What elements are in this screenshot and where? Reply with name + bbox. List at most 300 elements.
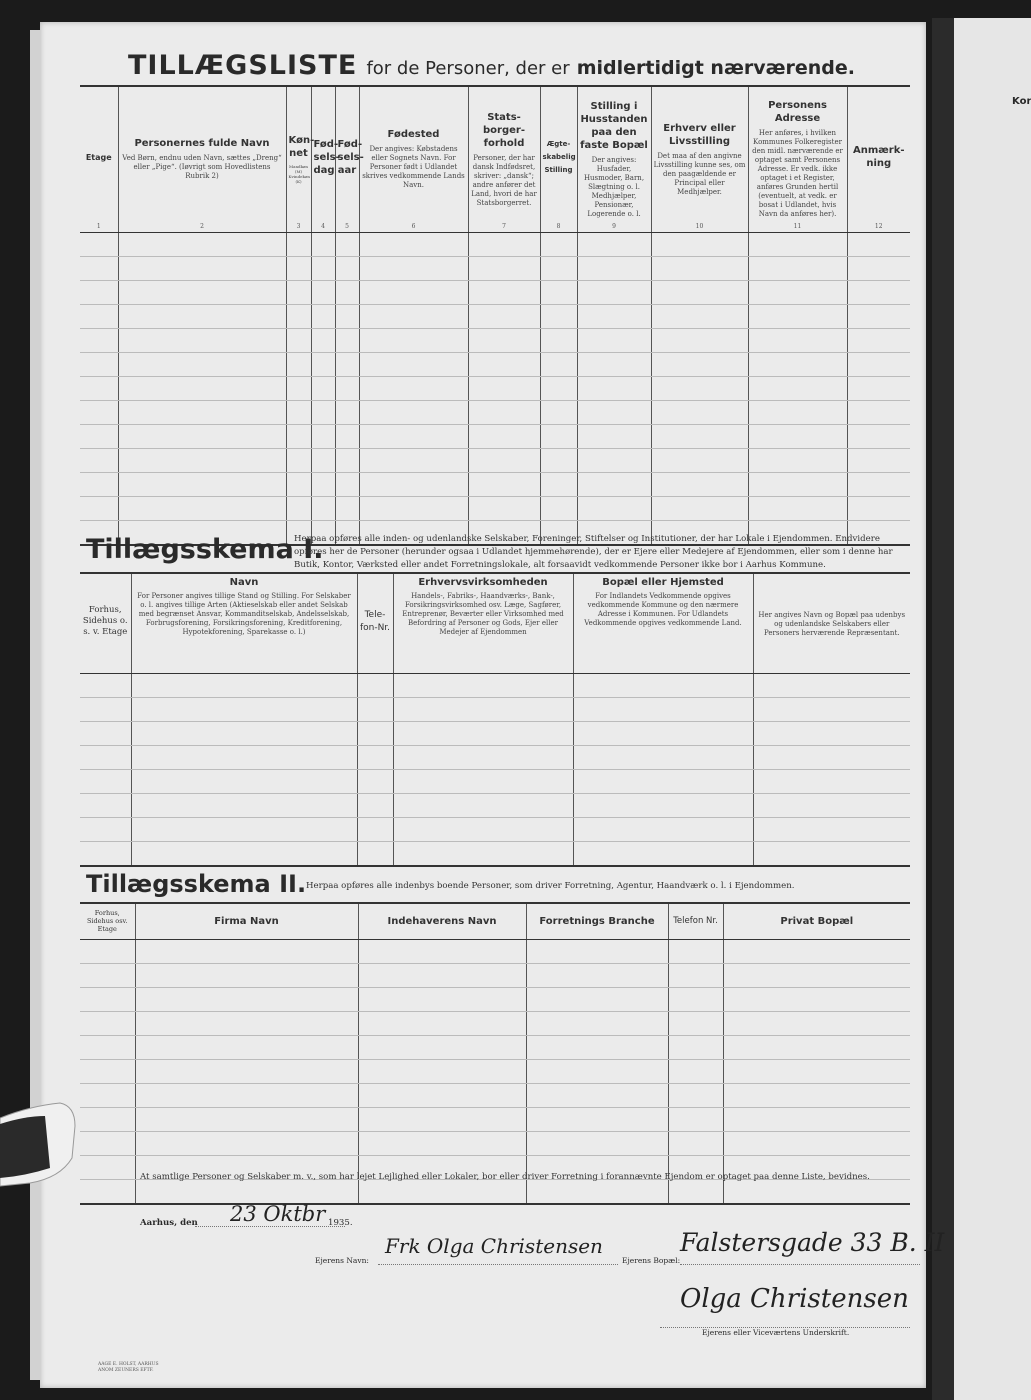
skema2-cell[interactable] [135,963,358,987]
skema2-cell[interactable] [358,939,526,963]
skema1-cell[interactable] [753,721,910,745]
skema1-cell[interactable] [80,721,131,745]
skema1-cell[interactable] [753,745,910,769]
table1-cell[interactable] [847,472,910,496]
skema1-cell[interactable] [753,697,910,721]
skema2-cell[interactable] [723,1179,910,1204]
table1-cell[interactable] [540,424,577,448]
table1-cell[interactable] [118,280,286,304]
skema1-header-title: Erhvervsvirksomheden [418,577,548,588]
skema1-cell[interactable] [753,673,910,697]
table1-cell[interactable] [540,400,577,424]
table1-header-sub: Det maa af den angivne Livsstilling kunne ses, om den paagældende er Principal eller Medhjælper. [653,151,746,196]
table1-cell[interactable] [311,328,335,352]
table1-cell[interactable] [335,496,359,520]
skema2-cell[interactable] [135,1035,358,1059]
skema2-cell[interactable] [358,1179,526,1204]
skema1-cell[interactable] [573,841,753,866]
skema2-cell[interactable] [668,1107,723,1131]
table1-header-title: Fød-sels-aar [337,138,364,176]
skema1-cell[interactable] [357,721,393,745]
table1-cell[interactable] [577,376,651,400]
table1-cell[interactable] [286,496,311,520]
table1-cell[interactable] [468,448,540,472]
main-table [80,85,910,546]
skema1-cell[interactable] [131,793,357,817]
table1-cell[interactable] [577,328,651,352]
table1-header-title: Stilling i Husstanden paa den faste Bopæl [580,100,648,151]
skema2-cell[interactable] [668,1083,723,1107]
table1-cell[interactable] [80,400,118,424]
skema1-cell[interactable] [357,697,393,721]
skema2-header-col-3 [358,903,526,939]
table1-cell[interactable] [468,496,540,520]
table1-cell[interactable] [468,256,540,280]
skema1-cell[interactable] [131,673,357,697]
skema1-cell[interactable] [393,769,573,793]
table1-cell[interactable] [80,280,118,304]
table1-row [80,280,910,304]
table1-row [80,232,910,256]
table1-cell[interactable] [847,280,910,304]
table1-row [80,496,910,520]
skema2-cell[interactable] [526,1107,668,1131]
table1-cell[interactable] [359,472,468,496]
table1-cell[interactable] [118,496,286,520]
table1-cell[interactable] [748,448,847,472]
table1-cell[interactable] [286,232,311,256]
skema1-row [80,673,910,697]
skema2-cell[interactable] [80,963,135,987]
table1-cell[interactable] [748,472,847,496]
table1-cell[interactable] [311,424,335,448]
table1-header-title: Stats-borger-forhold [483,111,525,149]
table1-cell[interactable] [651,352,748,376]
table1-cell[interactable] [748,496,847,520]
skema2-cell[interactable] [80,1107,135,1131]
table1-cell[interactable] [80,352,118,376]
skema2-cell[interactable] [723,1131,910,1155]
table1-header-col-4 [311,86,340,232]
table1-cell[interactable] [847,376,910,400]
table1-cell[interactable] [540,448,577,472]
table1-row [80,352,910,376]
table1-cell[interactable] [118,256,286,280]
table1-cell[interactable] [577,448,651,472]
table1-cell[interactable] [359,256,468,280]
skema1-header-col-4 [393,573,573,673]
table1-cell[interactable] [577,232,651,256]
skema2-cell[interactable] [526,1059,668,1083]
skema1-cell[interactable] [357,673,393,697]
table1-cell[interactable] [748,400,847,424]
table1-cell[interactable] [359,400,468,424]
skema2-cell[interactable] [135,987,358,1011]
skema2-cell[interactable] [668,987,723,1011]
skema2-header-col-4 [526,903,668,939]
table1-cell[interactable] [80,328,118,352]
table1-cell[interactable] [540,328,577,352]
skema1-cell[interactable] [573,697,753,721]
skema1-cell[interactable] [131,841,357,866]
skema1-cell[interactable] [393,817,573,841]
table1-cell[interactable] [577,352,651,376]
table1-cell[interactable] [540,304,577,328]
skema1-cell[interactable] [753,793,910,817]
skema2-cell[interactable] [135,1107,358,1131]
table1-cell[interactable] [577,424,651,448]
skema2-cell[interactable] [668,963,723,987]
table1-cell[interactable] [80,304,118,328]
table1-cell[interactable] [311,448,335,472]
table1-cell[interactable] [577,280,651,304]
skema2-cell[interactable] [723,1011,910,1035]
skema1-cell[interactable] [393,673,573,697]
table1-cell[interactable] [118,400,286,424]
table1-cell[interactable] [286,424,311,448]
table1-cell[interactable] [311,400,335,424]
table1-cell[interactable] [311,232,335,256]
table1-cell[interactable] [847,496,910,520]
table1-cell[interactable] [335,376,359,400]
table1-cell[interactable] [847,232,910,256]
table1-cell[interactable] [577,400,651,424]
skema1-cell[interactable] [131,769,357,793]
table1-cell[interactable] [468,232,540,256]
skema2-cell[interactable] [358,1083,526,1107]
table1-cell[interactable] [748,352,847,376]
skema2-cell[interactable] [80,1131,135,1155]
table1-cell[interactable] [80,496,118,520]
table1-cell[interactable] [80,376,118,400]
table1-cell[interactable] [286,256,311,280]
table1-header-title: Personernes fulde Navn [134,138,270,150]
table1-cell[interactable] [651,472,748,496]
skema1-cell[interactable] [393,721,573,745]
skema2-cell[interactable] [358,1011,526,1035]
table1-cell[interactable] [540,352,577,376]
skema1-cell[interactable] [393,841,573,866]
skema2-cell[interactable] [135,1059,358,1083]
owner-name-handwritten: Frk Olga Christensen [385,1234,603,1258]
table1-cell[interactable] [80,424,118,448]
table1-cell[interactable] [847,256,910,280]
skema1-row [80,817,910,841]
table1-column-number: 4 [321,222,325,230]
skema2-cell[interactable] [358,1131,526,1155]
skema2-cell[interactable] [80,987,135,1011]
table1-cell[interactable] [847,448,910,472]
table1-column-number: 1 [96,222,101,230]
table1-cell[interactable] [311,256,335,280]
table1-cell[interactable] [286,352,311,376]
skema1-cell[interactable] [131,721,357,745]
table1-cell[interactable] [359,328,468,352]
table1-cell[interactable] [651,280,748,304]
skema2-cell[interactable] [135,1179,358,1204]
table1-cell[interactable] [651,424,748,448]
skema1-cell[interactable] [753,841,910,866]
skema2-cell[interactable] [358,1107,526,1131]
skema1-cell[interactable] [80,793,131,817]
table1-cell[interactable] [651,376,748,400]
table1-cell[interactable] [359,376,468,400]
table1-cell[interactable] [847,424,910,448]
skema1-cell[interactable] [357,769,393,793]
table1-cell[interactable] [651,328,748,352]
table1-cell[interactable] [468,352,540,376]
table1-cell[interactable] [311,352,335,376]
place-label: Aarhus, den [140,1218,198,1228]
table1-cell[interactable] [118,448,286,472]
table1-cell[interactable] [80,232,118,256]
table1-cell[interactable] [118,304,286,328]
skema2-cell[interactable] [668,1179,723,1204]
table1-cell[interactable] [748,424,847,448]
table1-cell[interactable] [540,496,577,520]
table1-cell[interactable] [335,472,359,496]
table1-cell[interactable] [311,472,335,496]
table1-column-number: 3 [296,222,301,230]
skema1-cell[interactable] [131,697,357,721]
skema1-cell[interactable] [573,721,753,745]
table1-cell[interactable] [651,232,748,256]
skema1-cell[interactable] [573,793,753,817]
printer-imprint: AAGE E. HOLST, AARHUS ANOM ZEUNERS EFTF. [98,1362,159,1373]
skema2-cell[interactable] [80,1155,135,1179]
skema2-cell[interactable] [723,939,910,963]
table1-cell[interactable] [335,232,359,256]
table1-cell[interactable] [286,400,311,424]
skema2-header-title: Firma Navn [214,915,279,927]
skema2-cell[interactable] [135,1083,358,1107]
table1-cell[interactable] [118,232,286,256]
table1-cell[interactable] [651,496,748,520]
skema1-cell[interactable] [80,817,131,841]
page-gutter [932,18,954,1400]
table1-cell[interactable] [847,328,910,352]
skema2-cell[interactable] [668,1011,723,1035]
table1-cell[interactable] [468,280,540,304]
table1-cell[interactable] [359,304,468,328]
table1-cell[interactable] [748,232,847,256]
table1-cell[interactable] [748,280,847,304]
skema2-cell[interactable] [80,1011,135,1035]
skema1-cell[interactable] [80,673,131,697]
table1-cell[interactable] [335,400,359,424]
skema1-header-col-5 [573,573,753,673]
table1-cell[interactable] [468,400,540,424]
skema2-cell[interactable] [668,1131,723,1155]
table1-cell[interactable] [118,376,286,400]
table1-cell[interactable] [748,256,847,280]
skema1-cell[interactable] [393,697,573,721]
skema2-cell[interactable] [135,939,358,963]
skema1-header-title: Forhus, Sidehus o. s. v. Etage [82,605,128,638]
table1-cell[interactable] [468,376,540,400]
skema1-cell[interactable] [573,673,753,697]
table1-column-number: 5 [345,222,349,230]
skema1-cell[interactable] [573,769,753,793]
table1-cell[interactable] [468,424,540,448]
table1-cell[interactable] [286,472,311,496]
skema2-cell[interactable] [80,1035,135,1059]
table1-cell[interactable] [335,280,359,304]
table1-cell[interactable] [359,280,468,304]
table1-header-col-1 [80,86,118,232]
table1-cell[interactable] [540,232,577,256]
table1-cell[interactable] [118,424,286,448]
skema2-cell[interactable] [723,1107,910,1131]
skema2-cell[interactable] [80,1179,135,1204]
skema1-cell[interactable] [80,841,131,866]
skema1-header-sub: For Indlandets Vedkommende opgives vedkommende Kommune og den nærmere Adresse i Kommunen. For Udlandets Vedkommende opgives vedkommende Land. [584,592,742,627]
table1-cell[interactable] [651,400,748,424]
table1-cell[interactable] [748,304,847,328]
skema2-cell[interactable] [526,1179,668,1204]
skema1-header-sub: Her angives Navn og Bopæl paa udenbys og udenlandske Selskabers eller Personers herværende Repræsentant. [758,611,906,638]
skema1-cell[interactable] [573,817,753,841]
skema2-cell[interactable] [526,1083,668,1107]
table1-cell[interactable] [311,304,335,328]
table1-cell[interactable] [118,472,286,496]
table1-cell[interactable] [286,448,311,472]
skema2-cell[interactable] [668,939,723,963]
skema2-cell[interactable] [135,1131,358,1155]
skema1-cell[interactable] [753,817,910,841]
skema2-cell[interactable] [526,963,668,987]
skema2-cell[interactable] [723,1083,910,1107]
table1-header-title: Fød-sels-dag [313,138,340,176]
skema2-cell[interactable] [358,1035,526,1059]
skema2-cell[interactable] [358,963,526,987]
table1-header-col-8 [540,86,577,232]
table1-cell[interactable] [540,472,577,496]
skema2-row [80,1011,910,1035]
skema2-cell[interactable] [526,939,668,963]
table1-cell[interactable] [286,304,311,328]
table1-row [80,304,910,328]
table1-cell[interactable] [335,256,359,280]
skema2-row [80,939,910,963]
table1-column-number: 10 [695,222,704,230]
table1-cell[interactable] [540,256,577,280]
table1-cell[interactable] [311,376,335,400]
table1-cell[interactable] [847,304,910,328]
table1-cell[interactable] [311,280,335,304]
table1-cell[interactable] [359,424,468,448]
skema2-cell[interactable] [358,987,526,1011]
table1-cell[interactable] [468,304,540,328]
skema2-cell[interactable] [723,1059,910,1083]
table1-cell[interactable] [577,472,651,496]
table1-cell[interactable] [311,496,335,520]
skema1-cell[interactable] [357,745,393,769]
skema1-cell[interactable] [131,817,357,841]
skema1-cell[interactable] [80,745,131,769]
table1-column-number: 2 [200,222,204,230]
table1-cell[interactable] [847,352,910,376]
table1-header-title: Ægte-skabelig Stilling [542,139,576,174]
table1-cell[interactable] [359,352,468,376]
table1-cell[interactable] [540,280,577,304]
skema2-cell[interactable] [526,1035,668,1059]
table1-cell[interactable] [748,376,847,400]
skema1-cell[interactable] [753,769,910,793]
table1-cell[interactable] [577,496,651,520]
table1-cell[interactable] [80,448,118,472]
skema2-cell[interactable] [668,1059,723,1083]
table1-cell[interactable] [286,328,311,352]
skema1-cell[interactable] [80,697,131,721]
table1-cell[interactable] [651,304,748,328]
table1-header-col-7 [468,86,540,232]
table1-cell[interactable] [577,256,651,280]
skema1-cell[interactable] [357,793,393,817]
table1-cell[interactable] [468,328,540,352]
skema2-cell[interactable] [526,1131,668,1155]
table1-cell[interactable] [468,472,540,496]
skema2-cell[interactable] [80,939,135,963]
table1-cell[interactable] [540,376,577,400]
table1-cell[interactable] [335,448,359,472]
table1-cell[interactable] [118,352,286,376]
skema2-cell[interactable] [80,1083,135,1107]
skema1-cell[interactable] [357,841,393,866]
table1-cell[interactable] [847,400,910,424]
table1-cell[interactable] [286,376,311,400]
table1-cell[interactable] [335,424,359,448]
skema1-row [80,721,910,745]
skema1-cell[interactable] [357,817,393,841]
table1-header-col-3 [286,86,315,232]
table1-cell[interactable] [80,256,118,280]
table1-cell[interactable] [335,328,359,352]
skema1-cell[interactable] [393,745,573,769]
table1-cell[interactable] [335,352,359,376]
skema1-cell[interactable] [573,745,753,769]
table1-cell[interactable] [80,472,118,496]
skema2-cell[interactable] [723,1035,910,1059]
table1-cell[interactable] [286,280,311,304]
table1-cell[interactable] [651,448,748,472]
skema1-cell[interactable] [393,793,573,817]
skema1-row [80,697,910,721]
table1-cell[interactable] [748,328,847,352]
table1-cell[interactable] [359,448,468,472]
table1-cell[interactable] [651,256,748,280]
table1-cell[interactable] [118,328,286,352]
table1-row [80,472,910,496]
table1-cell[interactable] [335,304,359,328]
skema2-cell[interactable] [526,1011,668,1035]
skema2-cell[interactable] [358,1059,526,1083]
skema1-row [80,841,910,866]
table1-cell[interactable] [359,496,468,520]
skema2-cell[interactable] [135,1011,358,1035]
table1-cell[interactable] [577,304,651,328]
table1-header-col-12 [847,86,910,232]
skema2-cell[interactable] [723,987,910,1011]
skema2-cell[interactable] [80,1059,135,1083]
skema2-cell[interactable] [668,1035,723,1059]
skema2-cell[interactable] [526,987,668,1011]
table1-column-number: 8 [556,222,561,230]
table1-cell[interactable] [359,232,468,256]
skema1-cell[interactable] [131,745,357,769]
skema1-cell[interactable] [80,769,131,793]
skema2-cell[interactable] [723,963,910,987]
